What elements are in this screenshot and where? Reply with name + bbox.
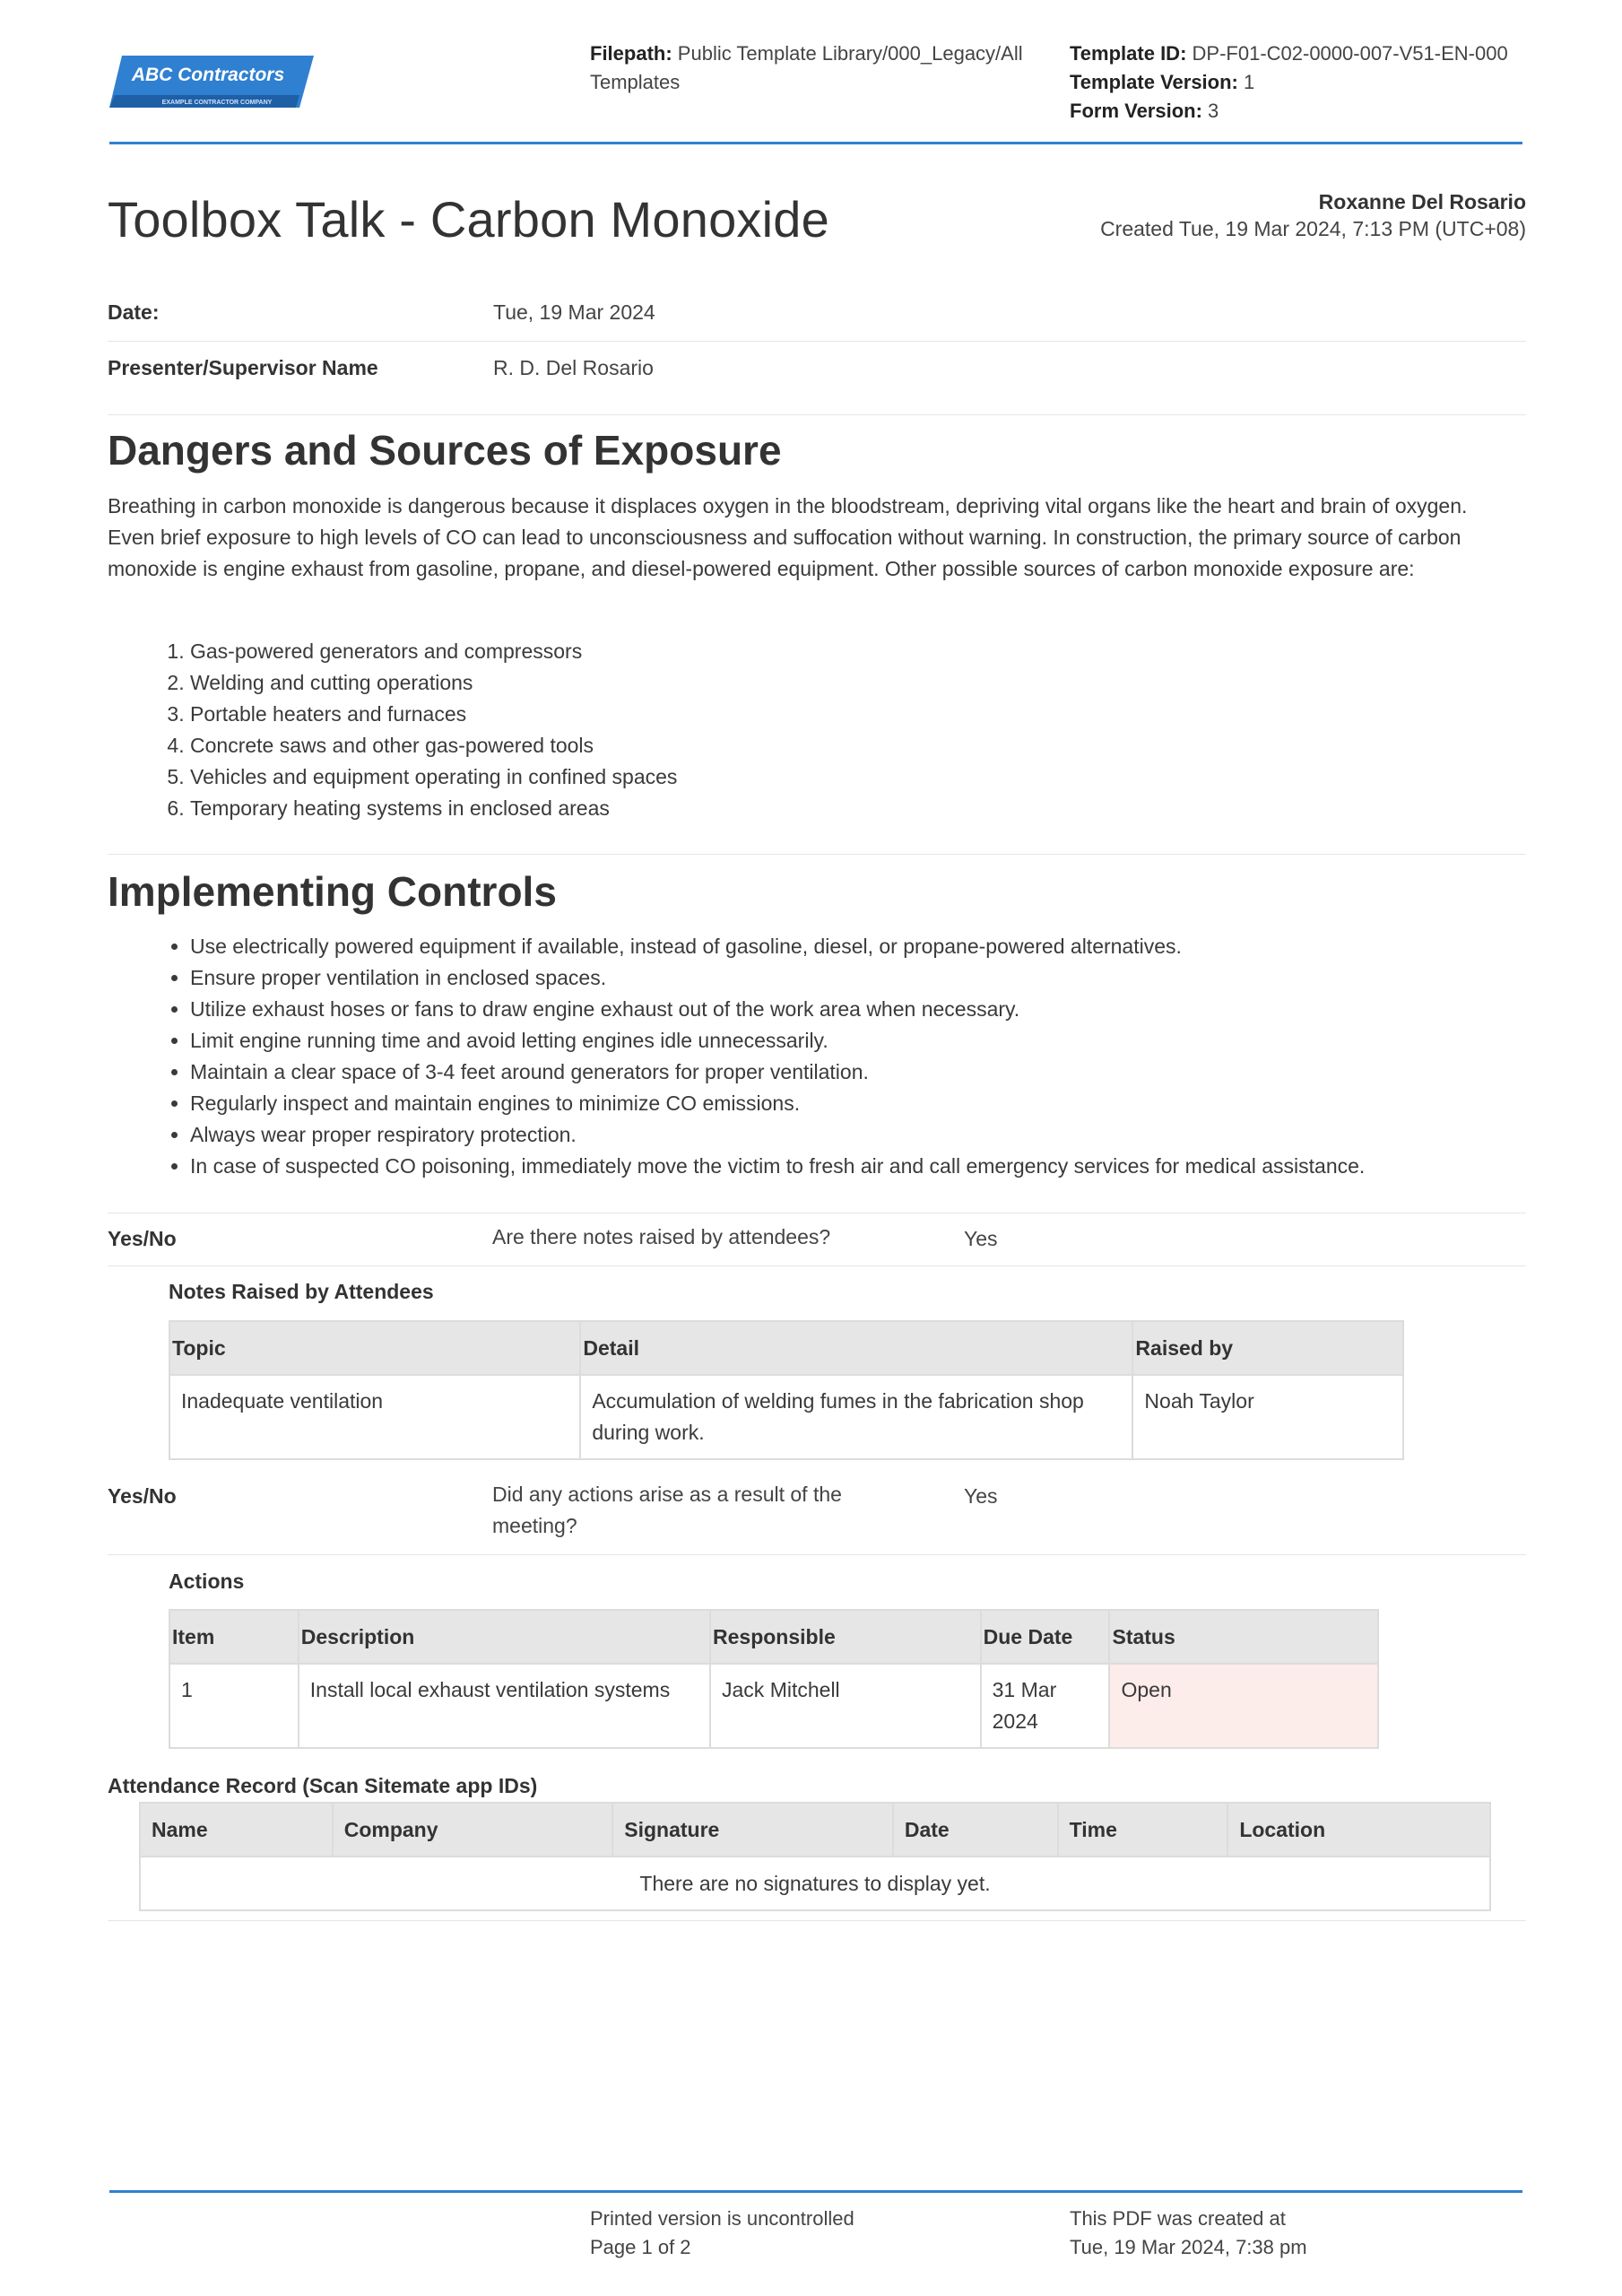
uncontrolled-notice: Printed version is uncontrolled [590, 2207, 854, 2230]
company-logo [109, 54, 314, 109]
column-header: Detail [580, 1321, 1132, 1375]
filepath-value: Public Template Library/000_Legacy/All Templates [590, 42, 1023, 93]
page-number: Page 1 of 2 [590, 2236, 691, 2258]
notes-heading: Notes Raised by Attendees [169, 1280, 434, 1303]
table-row [169, 1664, 1378, 1748]
controls-list [108, 931, 1365, 1182]
notes-table [169, 1320, 1404, 1460]
list-item: • Maintain a clear space of 3-4 feet around generators for proper ventilation. [190, 1057, 1365, 1088]
template-id-line [1070, 39, 1536, 68]
actions-table [169, 1609, 1379, 1749]
list-item: • Use electrically powered equipment if available, instead of gasoline, diesel, or propane-powered alternatives. [190, 931, 1365, 962]
list-item: 4. Concrete saws and other gas-powered tools [190, 730, 677, 761]
list-item: 1. Gas-powered generators and compressors [190, 636, 677, 667]
form-version-value: 3 [1208, 100, 1219, 122]
presenter-label: Presenter/Supervisor Name [108, 356, 378, 379]
divider [108, 1554, 1526, 1555]
form-version-label: Form Version: [1070, 100, 1202, 122]
attendance-table [139, 1802, 1491, 1911]
header-divider [109, 142, 1522, 144]
list-item: • Limit engine running time and avoid letting engines idle unnecessarily. [190, 1025, 1365, 1057]
template-id-label: Template ID: [1070, 42, 1187, 65]
template-meta [1070, 39, 1536, 126]
column-header: Item [169, 1610, 299, 1664]
created-timestamp: Created Tue, 19 Mar 2024, 7:13 PM (UTC+08) [1100, 217, 1526, 240]
notes-answer: Yes [964, 1227, 998, 1250]
date-value: Tue, 19 Mar 2024 [493, 300, 655, 324]
column-header: Signature [612, 1803, 893, 1857]
logo-text: ABC Contractors [131, 65, 285, 85]
column-header: Raised by [1132, 1321, 1403, 1375]
table-cell: 31 Mar 2024 [981, 1664, 1110, 1748]
footer-left [590, 2205, 854, 2262]
actions-heading: Actions [169, 1570, 245, 1593]
list-item: 6. Temporary heating systems in enclosed areas [190, 793, 677, 824]
table-header-row [169, 1610, 1378, 1664]
column-header: Date [893, 1803, 1058, 1857]
template-version-line [1070, 68, 1536, 97]
table-cell: 1 [169, 1664, 299, 1748]
table-header-row [169, 1321, 1403, 1375]
table-cell: Inadequate ventilation [169, 1375, 580, 1459]
divider [108, 414, 1526, 415]
divider [108, 854, 1526, 855]
template-version-label: Template Version: [1070, 71, 1238, 93]
divider [108, 341, 1526, 342]
list-item: 3. Portable heaters and furnaces [190, 699, 677, 730]
page-title: Toolbox Talk - Carbon Monoxide [108, 191, 829, 248]
table-cell: Accumulation of welding fumes in the fabrication shop during work. [580, 1375, 1132, 1459]
status-cell: Open [1109, 1664, 1378, 1748]
pdf-created-label: This PDF was created at [1070, 2207, 1286, 2230]
empty-signatures-message: There are no signatures to display yet. [140, 1857, 1490, 1910]
column-header: Time [1058, 1803, 1228, 1857]
template-version-value: 1 [1244, 71, 1255, 93]
section-heading-controls: Implementing Controls [108, 868, 557, 915]
column-header: Status [1109, 1610, 1378, 1664]
date-label: Date: [108, 300, 160, 324]
actions-answer: Yes [964, 1484, 998, 1508]
form-version-line [1070, 97, 1536, 126]
filepath-block [590, 39, 1038, 97]
list-item: • Always wear proper respiratory protection. [190, 1119, 1365, 1151]
filepath-label: Filepath: [590, 42, 672, 65]
list-item: • Utilize exhaust hoses or fans to draw engine exhaust out of the work area when necessary. [190, 994, 1365, 1025]
column-header: Topic [169, 1321, 580, 1375]
table-header-row [140, 1803, 1490, 1857]
actions-question: Did any actions arise as a result of the meeting? [492, 1483, 842, 1537]
notes-yesno-label: Yes/No [108, 1227, 177, 1250]
attendance-heading: Attendance Record (Scan Sitemate app IDs) [108, 1774, 538, 1797]
actions-yesno-label: Yes/No [108, 1484, 177, 1508]
author-block [1100, 188, 1526, 242]
column-header: Location [1227, 1803, 1490, 1857]
list-item: • In case of suspected CO poisoning, immediately move the victim to fresh air and call emergency services for medical assistance. [190, 1151, 1365, 1182]
logo-subtext: EXAMPLE CONTRACTOR COMPANY [161, 100, 273, 106]
list-item: • Regularly inspect and maintain engines to minimize CO emissions. [190, 1088, 1365, 1119]
presenter-value: R. D. Del Rosario [493, 356, 654, 379]
table-cell: Install local exhaust ventilation systems [299, 1664, 710, 1748]
column-header: Description [299, 1610, 710, 1664]
column-header: Responsible [710, 1610, 981, 1664]
column-header: Name [140, 1803, 333, 1857]
column-header: Due Date [981, 1610, 1110, 1664]
table-cell: Noah Taylor [1132, 1375, 1403, 1459]
exposure-sources-list [108, 636, 677, 824]
notes-question: Are there notes raised by attendees? [492, 1225, 831, 1248]
author-name: Roxanne Del Rosario [1318, 190, 1526, 213]
divider [108, 1920, 1526, 1921]
footer-right [1070, 2205, 1307, 2262]
template-id-value: DP-F01-C02-0000-007-V51-EN-000 [1192, 42, 1508, 65]
column-header: Company [333, 1803, 613, 1857]
table-row [140, 1857, 1490, 1910]
list-item: 5. Vehicles and equipment operating in confined spaces [190, 761, 677, 793]
table-cell: Jack Mitchell [710, 1664, 981, 1748]
table-row [169, 1375, 1403, 1459]
pdf-created-value: Tue, 19 Mar 2024, 7:38 pm [1070, 2236, 1307, 2258]
section-heading-dangers: Dangers and Sources of Exposure [108, 427, 782, 474]
footer-divider [109, 2190, 1522, 2193]
dangers-paragraph: Breathing in carbon monoxide is dangerous because it displaces oxygen in the bloodstream, depriving vital organs like the heart and brain of oxygen. Even brief exposure to high levels of CO can lead to unconsciousness and suffocation without warning. In construction, the primary source of carbon monoxide is engine exhaust from gasoline, propane, and diesel-powered equipment. Other possible sources of carbon monoxide exposure are: [108, 494, 1468, 580]
list-item: • Ensure proper ventilation in enclosed spaces. [190, 962, 1365, 994]
list-item: 2. Welding and cutting operations [190, 667, 677, 699]
divider [108, 1265, 1526, 1266]
